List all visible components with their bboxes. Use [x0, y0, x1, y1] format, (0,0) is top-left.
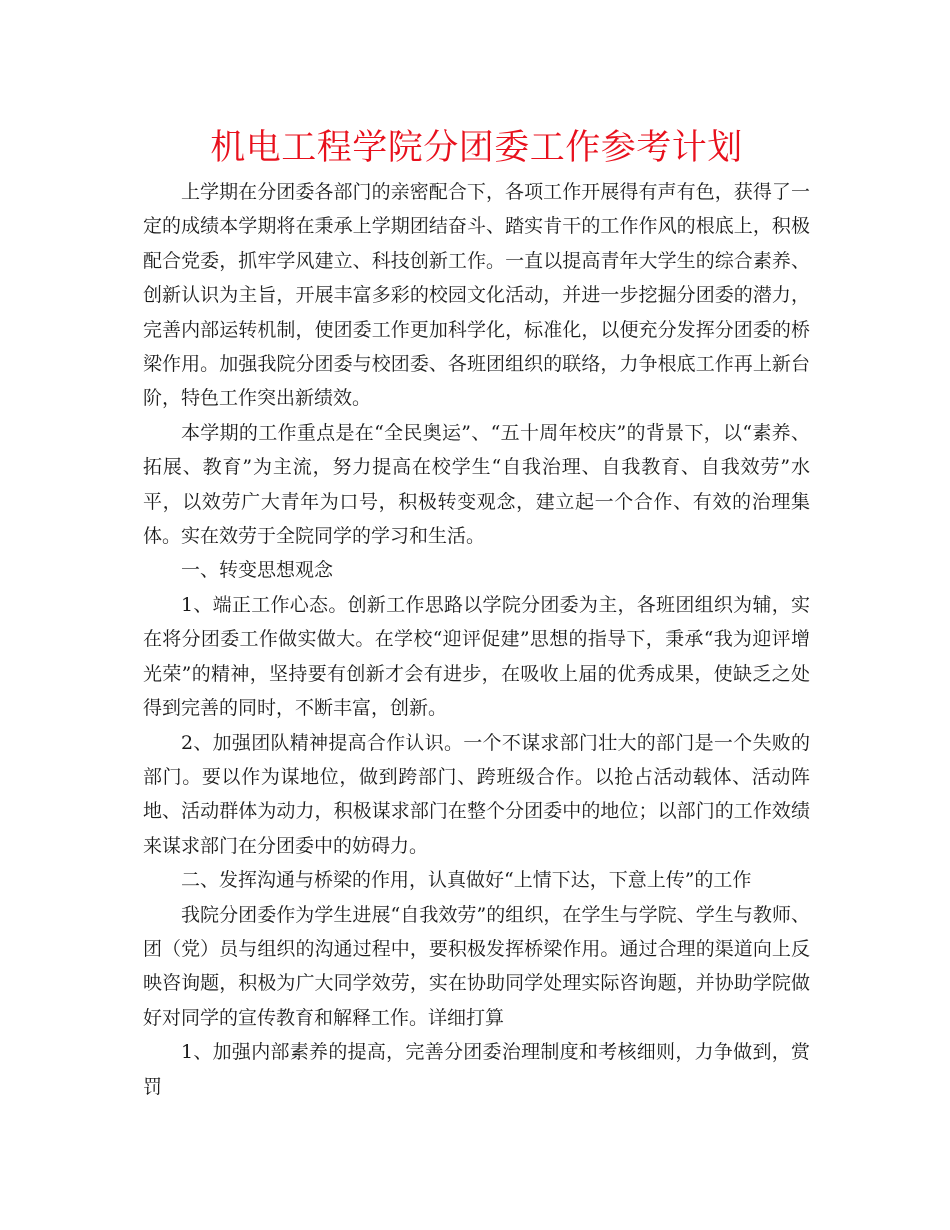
paragraph-teamwork: 2、加强团队精神提高合作认识。一个不谋求部门壮大的部门是一个失败的部门。要以作为谋地位，做到跨部门、跨班级合作。以抢占活动载体、活动阵地、活动群体为动力，积极谋求部门在整个分团委中的地位；以部门的工作效绩来谋求部门在分团委中的妨碍力。: [143, 731, 810, 857]
section-heading-1: 一、转变思想观念: [181, 559, 334, 582]
document-title: 机电工程学院分团委工作参考计划: [210, 128, 743, 168]
paragraph-attitude: 1、端正工作心态。创新工作思路以学院分团委为主，各班团组织为辅，实在将分团委工作做实做大。在学校“迎评促建”思想的指导下，秉承“我为迎评增光荣”的精神，坚持要有创新才会有进步，在吸收上届的优秀成果，使缺乏之处得到完善的同时，不断丰富，创新。: [143, 593, 810, 720]
paragraph-internal: 1、加强内部素养的提高，完善分团委治理制度和考核细则，力争做到，赏罚: [143, 1041, 810, 1098]
paragraph-focus: 本学期的工作重点是在“全民奥运”、“五十周年校庆”的背景下，以“素养、拓展、教育”为主流，努力提高在校学生“自我治理、自我教育、自我效劳”水平，以效劳广大青年为口号，积极转变观念，建立起一个合作、有效的治理集体。实在效劳于全院同学的学习和生活。: [143, 421, 810, 548]
paragraph-bridge: 我院分团委作为学生进展“自我效劳”的组织，在学生与学院、学生与教师、团（党）员与组织的沟通过程中，要积极发挥桥梁作用。通过合理的渠道向上反映咨询题，积极为广大同学效劳，实在协助同学处理实际咨询题，并协助学院做好对同学的宣传教育和解释工作。详细打算: [143, 903, 810, 1029]
section-heading-2: 二、发挥沟通与桥梁的作用，认真做好“上情下达，下意上传”的工作: [181, 869, 752, 892]
paragraph-intro: 上学期在分团委各部门的亲密配合下，各项工作开展得有声有色，获得了一定的成绩本学期将在秉承上学期团结奋斗、踏实肯干的工作作风的根底上，积极配合党委，抓牢学风建立、科技创新工作。一直以提高青年大学生的综合素养、创新认识为主旨，开展丰富多彩的校园文化活动，并进一步挖掘分团委的潜力，完善内部运转机制，使团委工作更加科学化，标准化，以便充分发挥分团委的桥梁作用。加强我院分团委与校团委、各班团组织的联络，力争根底工作再上新台阶，特色工作突出新绩效。: [143, 181, 810, 410]
